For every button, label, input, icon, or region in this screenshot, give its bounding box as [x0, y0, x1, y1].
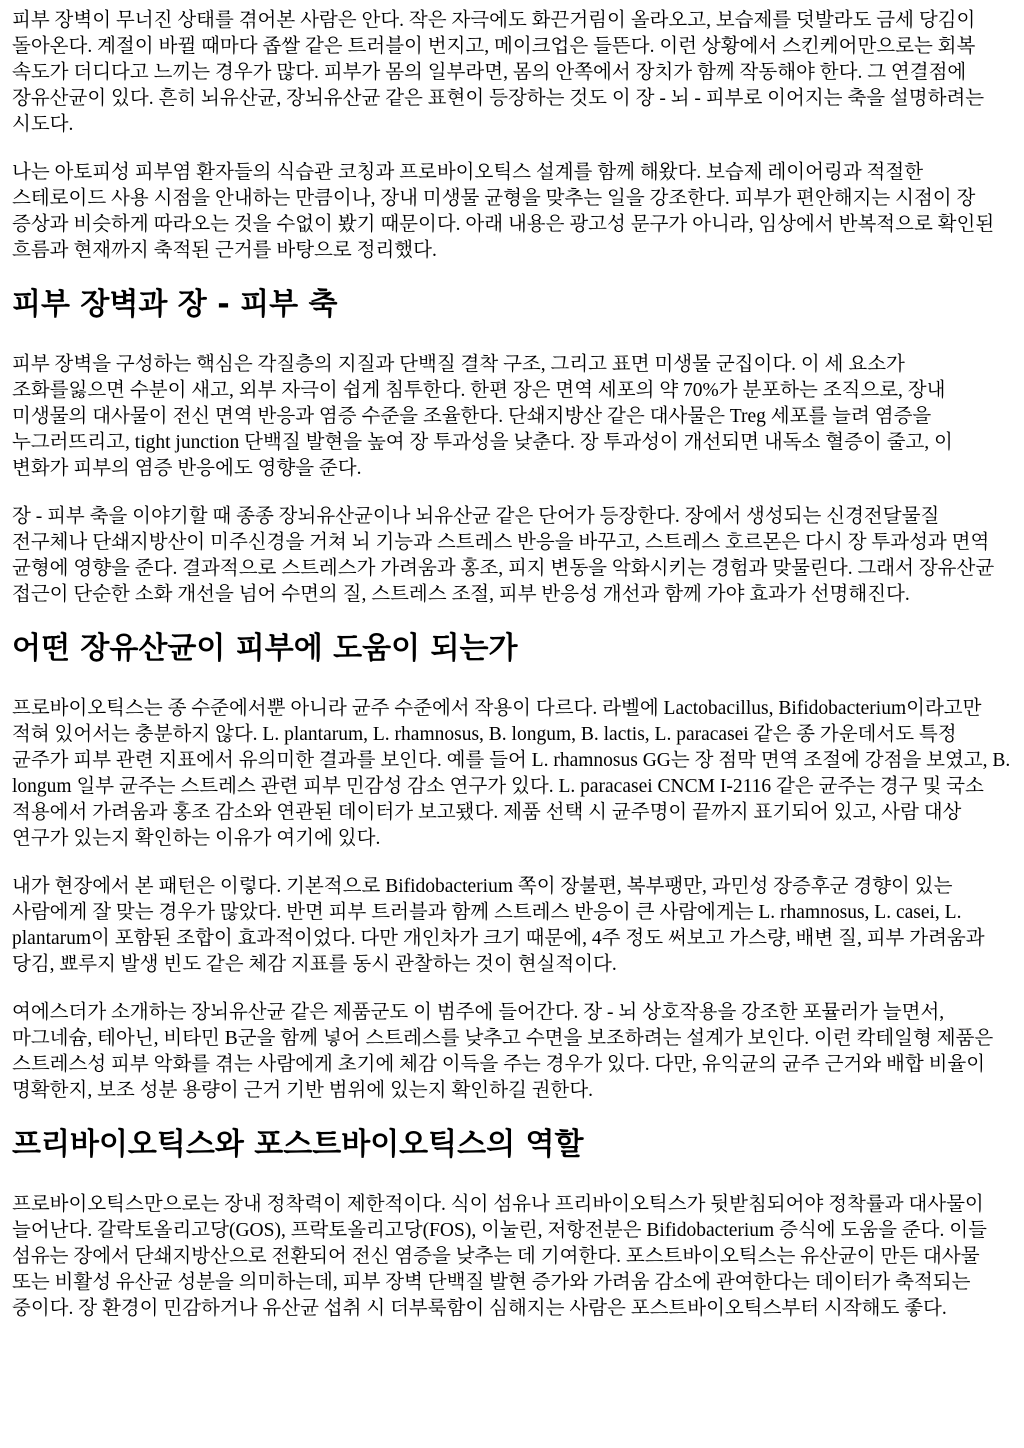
- section-heading: 프리바이오틱스와 포스트바이오틱스의 역할: [12, 1127, 584, 1162]
- intro-paragraph-2: 나는 아토피성 피부염 환자들의 식습관 코칭과 프로바이오틱스 설계를 함께 해왔다. 보습제 레이어링과 적절한 스테로이드 사용 시점을 안내하는 만큼이나, 장내 미생물 균형을 맞추는 일을 강조한다. 피부가 편안해지는 시점이 장 증상과 비슷하게 따라오는 것을 수없이 봤기 때문이다. 아래 내용은 광고성 문구가 아니라, 임상에서 반복적으로 확인된 흐름과 현재까지 축적된 근거를 바탕으로 정리했다.: [12, 162, 995, 261]
- section-prebiotics-postbiotics: [12, 1126, 1012, 1322]
- section-paragraph: 프로바이오틱스만으로는 장내 정착력이 제한적이다. 식이 섬유나 프리바이오틱스가 뒷받침되어야 정착률과 대사물이 늘어난다. 갈락토올리고당(GOS), 프락토올리고당(FOS), 이눌린, 저항전분은 Bifidobacterium 증식에 도움을 준다. 이들 섬유는 장에서 단쇄지방산으로 전환되어 전신 염증을 낮추는 데 기여한다. 포스트바이오틱스는 유산균이 만든 대사물 또는 비활성 유산균 성분을 의미하는데, 피부 장벽 단백질 발현 증가와 가려움 감소에 관여한다는 데이터가 축적되는 중이다. 장 환경이 민감하거나 유산균 섭취 시 더부룩함이 심해지는 사람은 포스트바이오틱스부터 시작해도 좋다.: [12, 1194, 987, 1319]
- section-heading: 피부 장벽과 장 - 피부 축: [12, 287, 338, 322]
- section-probiotic-strains: [12, 630, 1012, 1104]
- section-paragraph: 장 - 피부 축을 이야기할 때 종종 장뇌유산균이나 뇌유산균 같은 단어가 등장한다. 장에서 생성되는 신경전달물질 전구체나 단쇄지방산이 미주신경을 거쳐 뇌 기능과 스트레스 반응을 바꾸고, 스트레스 호르몬은 다시 장 투과성과 면역 균형에 영향을 준다. 결과적으로 스트레스가 가려움과 홍조, 피지 변동을 악화시키는 경험과 맞물린다. 그래서 장유산균 접근이 단순한 소화 개선을 넘어 수면의 질, 스트레스 조절, 피부 반응성 개선과 함께 가야 효과가 선명해진다.: [12, 506, 995, 605]
- section-paragraph: 피부 장벽을 구성하는 핵심은 각질층의 지질과 단백질 결착 구조, 그리고 표면 미생물 군집이다. 이 세 요소가 조화를잃으면 수분이 새고, 외부 자극이 쉽게 침투한다. 한편 장은 면역 세포의 약 70%가 분포하는 조직으로, 장내 미생물의 대사물이 전신 면역 반응과 염증 수준을 조율한다. 단쇄지방산 같은 대사물은 Treg 세포를 늘려 염증을 누그러뜨리고, tight junction 단백질 발현을 높여 장 투과성을 낮춘다. 장 투과성이 개선되면 내독소 혈증이 줄고, 이 변화가 피부의 염증 반응에도 영향을 준다.: [12, 354, 953, 479]
- section-paragraph: 내가 현장에서 본 패턴은 이렇다. 기본적으로 Bifidobacterium 쪽이 장불편, 복부팽만, 과민성 장증후군 경향이 있는 사람에게 잘 맞는 경우가 많았다. 반면 피부 트러블과 함께 스트레스 반응이 큰 사람에게는 L. rhamnosus, L. casei, L. plantarum이 포함된 조합이 효과적이었다. 다만 개인차가 크기 때문에, 4주 정도 써보고 가스량, 배변 질, 피부 가려움과 당김, 뾰루지 발생 빈도 같은 체감 지표를 동시 관찰하는 것이 현실적이다.: [12, 876, 985, 975]
- section-paragraph: 프로바이오틱스는 종 수준에서뿐 아니라 균주 수준에서 작용이 다르다. 라벨에 Lactobacillus, Bifidobacterium이라고만 적혀 있어서는 충분하지 않다. L. plantarum, L. rhamnosus, B. longum, B. lactis, L. paracasei 같은 종 가운데서도 특정 균주가 피부 관련 지표에서 유의미한 결과를 보인다. 예를 들어 L. rhamnosus GG는 장 점막 면역 조절에 강점을 보였고, B. longum 일부 균주는 스트레스 관련 피부 민감성 감소 연구가 있다. L. paracasei CNCM I-2116 같은 균주는 경구 및 국소 적용에서 가려움과 홍조 감소와 연관된 데이터가 보고됐다. 제품 선택 시 균주명이 끝까지 표기되어 있고, 사람 대상 연구가 있는지 확인하는 이유가 여기에 있다.: [12, 698, 1011, 849]
- intro-paragraph-1: 피부 장벽이 무너진 상태를 겪어본 사람은 안다. 작은 자극에도 화끈거림이 올라오고, 보습제를 덧발라도 금세 당김이 돌아온다. 계절이 바뀔 때마다 좁쌀 같은 트러블이 번지고, 메이크업은 들뜬다. 이런 상황에서 스킨케어만으로는 회복 속도가 더디다고 느끼는 경우가 많다. 피부가 몸의 일부라면, 몸의 안쪽에서 장치가 함께 작동해야 한다. 그 연결점에 장유산균이 있다. 흔히 뇌유산균, 장뇌유산균 같은 표현이 등장하는 것도 이 장 - 뇌 - 피부로 이어지는 축을 설명하려는 시도다.: [12, 10, 985, 135]
- section-heading: 어떤 장유산균이 피부에 도움이 되는가: [12, 631, 518, 666]
- section-skin-barrier: [12, 286, 1012, 608]
- section-paragraph: 여에스더가 소개하는 장뇌유산균 같은 제품군도 이 범주에 들어간다. 장 - 뇌 상호작용을 강조한 포뮬러가 늘면서, 마그네슘, 테아닌, 비타민 B군을 함께 넣어 스트레스를 낮추고 수면을 보조하려는 설계가 보인다. 이런 칵테일형 제품은 스트레스성 피부 악화를 겪는 사람에게 초기에 체감 이득을 주는 경우가 있다. 다만, 유익균의 균주 근거와 배합 비율이 명확한지, 보조 성분 용량이 근거 기반 범위에 있는지 확인하길 권한다.: [12, 1002, 994, 1101]
